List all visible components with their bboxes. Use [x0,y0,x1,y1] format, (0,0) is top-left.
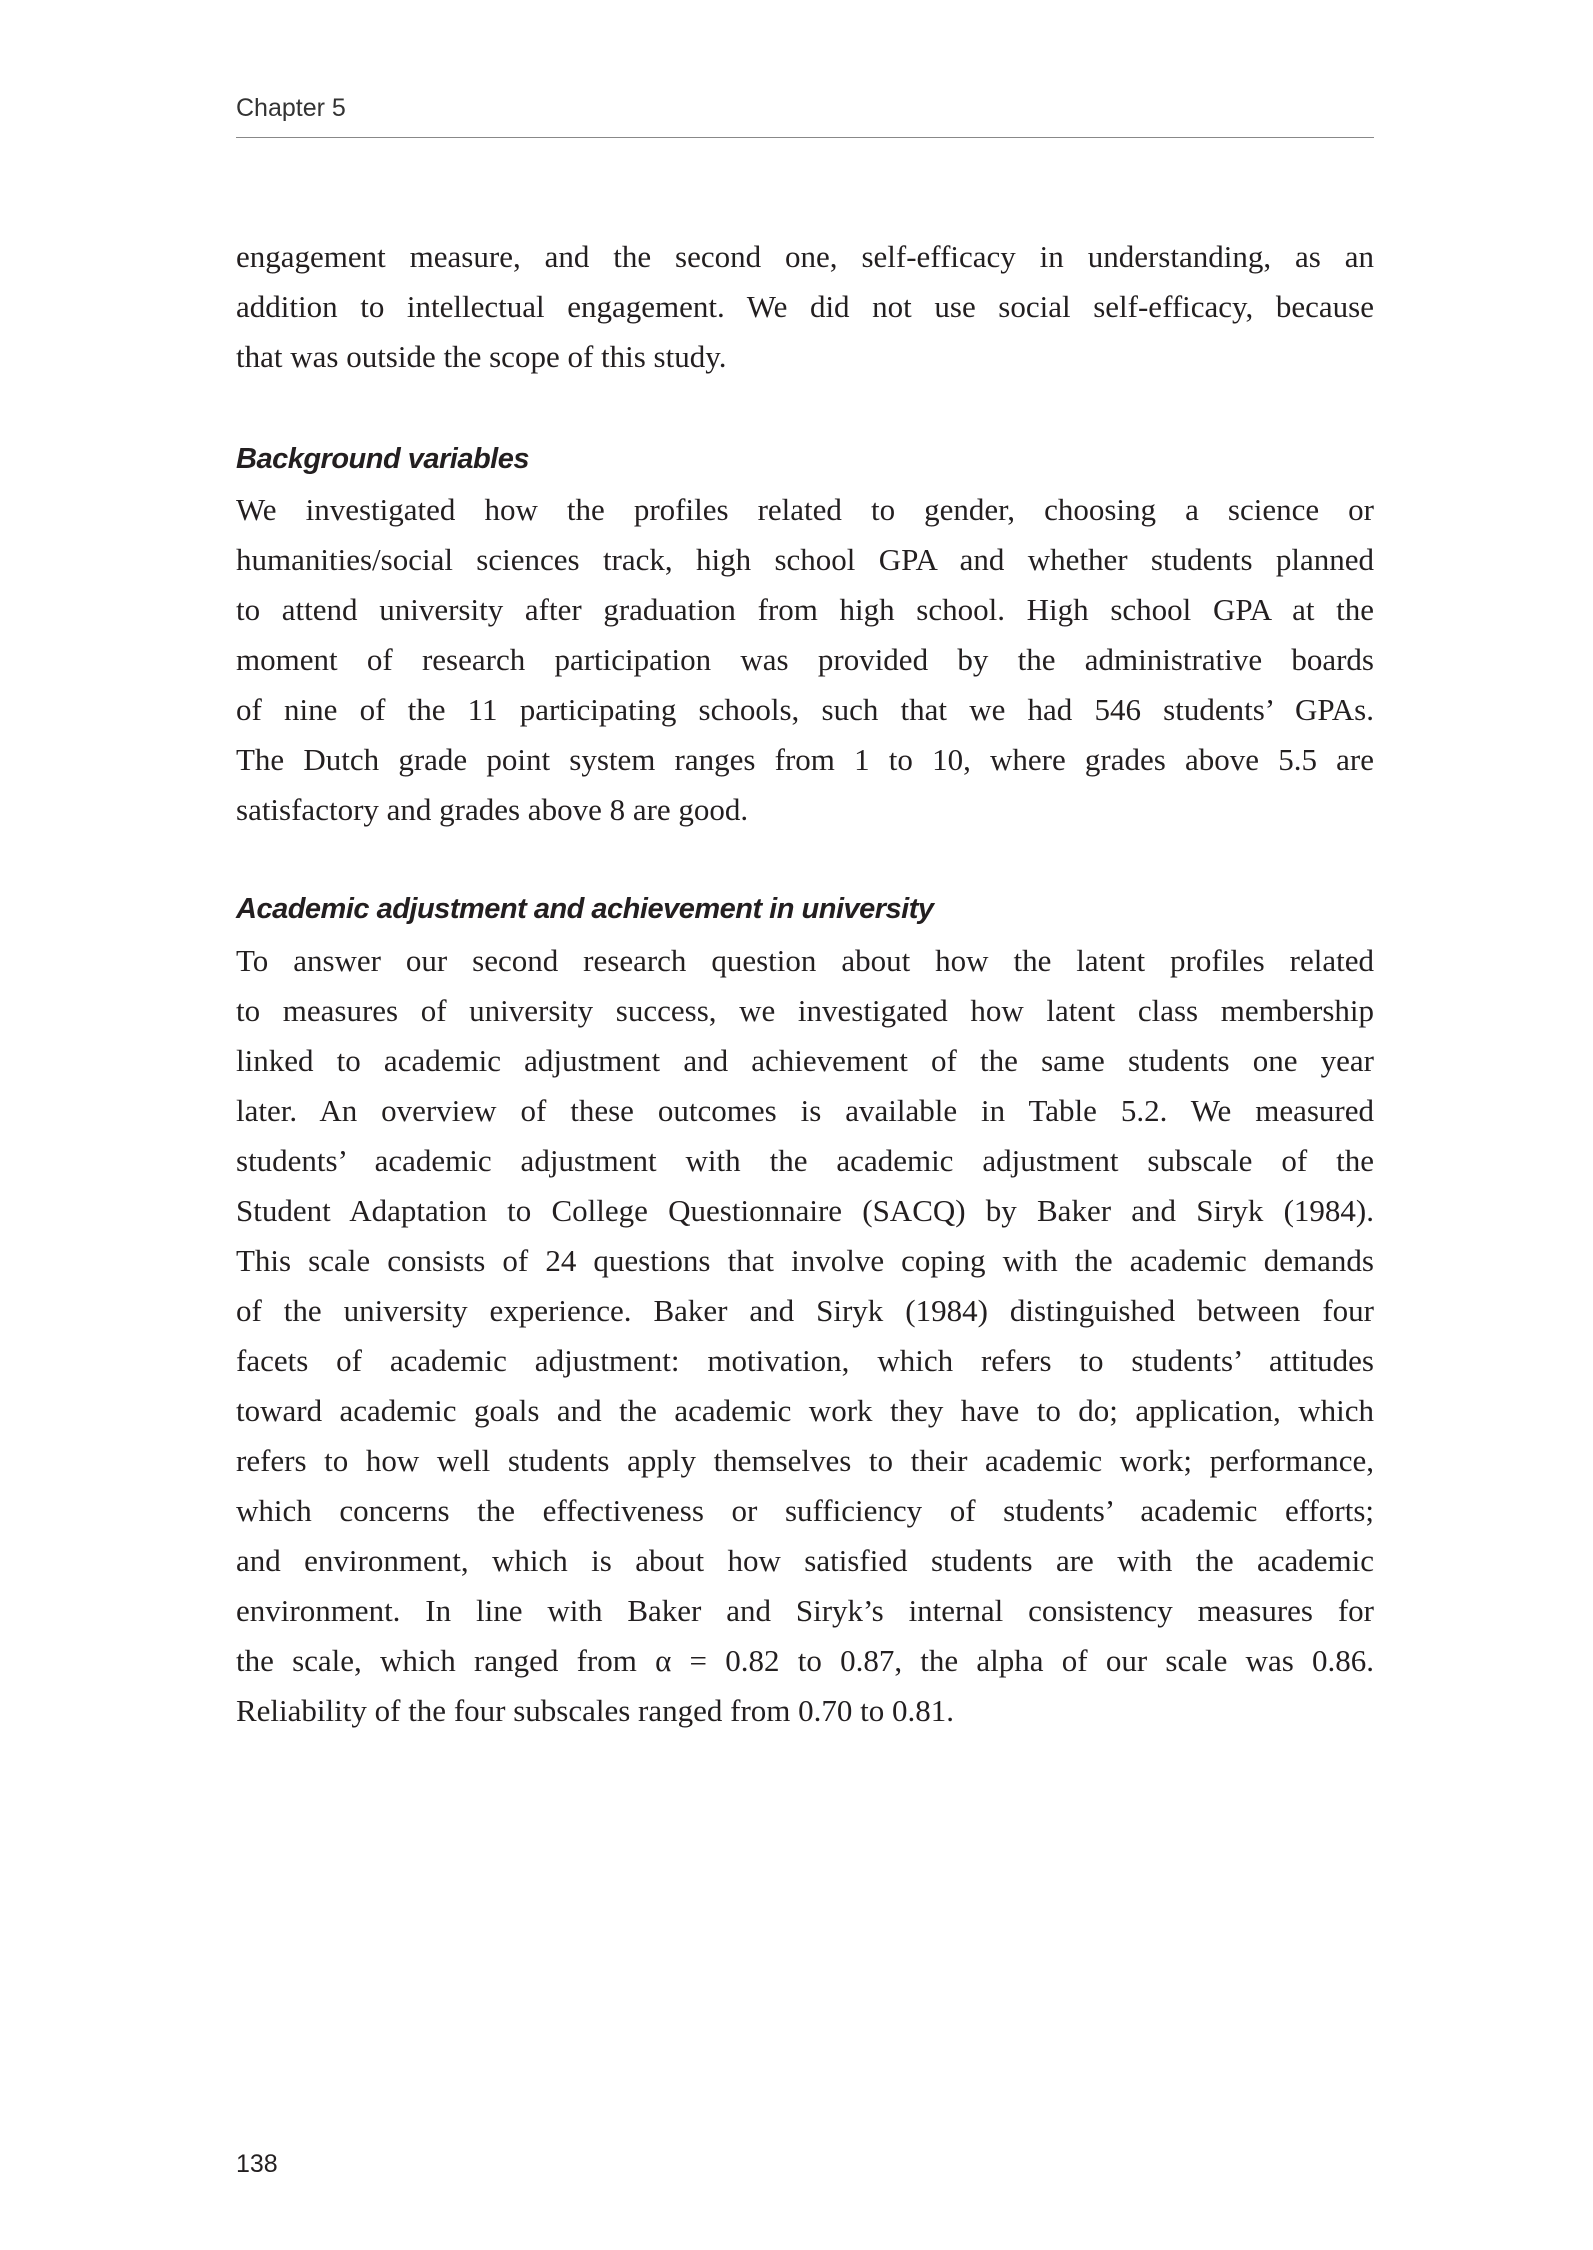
paragraph-academic-adjustment [236,936,1374,1736]
text-line: refers to how well students apply themselves to their academic work; performance, [236,1443,1374,1478]
text-line: This scale consists of 24 questions that involve coping with the academic demands [236,1243,1374,1278]
text-line: linked to academic adjustment and achievement of the same students one year [236,1043,1374,1078]
text-line: Reliability of the four subscales ranged from 0.70 to 0.81. [236,1693,955,1728]
text-line: The Dutch grade point system ranges from 1 to 10, where grades above 5.5 are [236,742,1374,777]
text-line: satisfactory and grades above 8 are good. [236,792,749,827]
text-line: toward academic goals and the academic work they have to do; application, which [236,1393,1374,1428]
text-line: later. An overview of these outcomes is available in Table 5.2. We measured [236,1093,1374,1128]
text-line: We investigated how the profiles related to gender, choosing a science or [236,492,1374,527]
section-heading-academic-adjustment: Academic adjustment and achievement in university [236,893,934,925]
running-head: Chapter 5 [236,94,346,122]
page-number: 138 [236,2150,278,2178]
text-line: addition to intellectual engagement. We did not use social self-efficacy, because [236,289,1374,324]
text-line: students’ academic adjustment with the academic adjustment subscale of the [236,1143,1374,1178]
paragraph-background-variables [236,485,1374,835]
text-line: which concerns the effectiveness or sufficiency of students’ academic efforts; [236,1493,1374,1528]
section-heading-background-variables: Background variables [236,443,529,475]
header-rule [236,137,1374,138]
text-line: engagement measure, and the second one, self-efficacy in understanding, as an [236,239,1374,274]
text-line: the scale, which ranged from α = 0.82 to 0.87, the alpha of our scale was 0.86. [236,1643,1374,1678]
text-line: of the university experience. Baker and Siryk (1984) distinguished between four [236,1293,1374,1328]
text-line: Student Adaptation to College Questionnaire (SACQ) by Baker and Siryk (1984). [236,1193,1374,1228]
text-line: humanities/social sciences track, high school GPA and whether students planned [236,542,1374,577]
text-line: environment. In line with Baker and Siryk’s internal consistency measures for [236,1593,1374,1628]
paragraph-intro [236,232,1374,382]
text-line: of nine of the 11 participating schools, such that we had 546 students’ GPAs. [236,692,1374,727]
text-line: that was outside the scope of this study. [236,339,727,374]
text-line: and environment, which is about how satisfied students are with the academic [236,1543,1374,1578]
text-line: to measures of university success, we investigated how latent class membership [236,993,1374,1028]
text-line: facets of academic adjustment: motivation, which refers to students’ attitudes [236,1343,1374,1378]
text-line: to attend university after graduation from high school. High school GPA at the [236,592,1374,627]
text-line: To answer our second research question about how the latent profiles related [236,943,1374,978]
text-line: moment of research participation was provided by the administrative boards [236,642,1374,677]
